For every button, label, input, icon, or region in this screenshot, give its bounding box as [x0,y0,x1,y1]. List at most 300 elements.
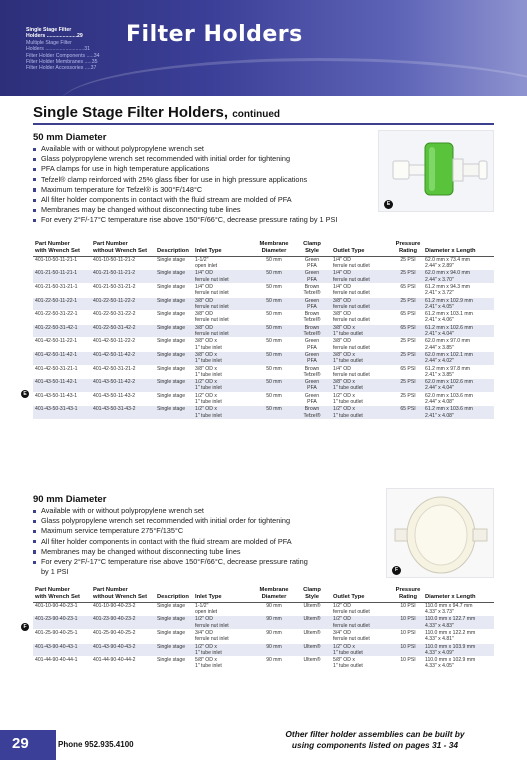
table-cell-line: Single stage [157,392,186,399]
table-cell-line: 65 PSI [400,311,416,318]
table-cell [393,324,423,338]
table-cell-line: 62.0 mm x 94.0 mm [425,270,471,277]
table-cell-line: 3/8" OD x [333,351,355,358]
table-cell-line: 3/8" OD x [333,379,355,386]
table-cell-line: Single stage [157,602,186,609]
table-cell [331,406,393,419]
table-cell-line: PFA [307,399,317,406]
column-header [423,241,494,256]
table-cell-line: Green [304,270,320,277]
product-photo-50mm [378,130,494,212]
table-cell [193,297,255,311]
table-cell [423,338,494,352]
table-cell-line: 1/2" OD x [195,392,217,399]
table-cell-line: 1" tube outlet [333,663,363,670]
table-cell-line: 2.41" x 3.72" [425,290,454,297]
table-cell [33,392,91,406]
table-cell [331,256,393,270]
table-cell-line: 1/4" OD [333,284,351,290]
table-cell [293,297,331,311]
table-cell-line: 4.33" x 3.73" [425,609,454,616]
table-cell [155,616,193,630]
column-header [193,241,255,256]
table-cell-line: 1/4" OD [195,284,213,290]
table-cell-line: 90 mm [266,643,282,650]
table-row [33,284,494,298]
table-cell-line: Ultem® [303,616,321,623]
table-cell-line: PFA [307,358,317,365]
table-cell-line: 10 PSI [400,630,416,636]
filter-holder-90mm-illustration [387,489,495,579]
table-cell-line: 401-10-90-40-23-1 [35,602,78,609]
table-cell-line: Green [304,392,320,399]
column-header-line [195,241,253,248]
table-cell-line: Brown [304,406,320,413]
column-header-line: Diameter x Length [425,594,476,601]
table-cell-line: Single stage [157,643,186,650]
table-cell [193,406,255,419]
table-cell [91,284,155,298]
table-cell [91,379,155,393]
table-cell [293,406,331,419]
table-row [33,297,494,311]
table-cell-line: 10 PSI [400,643,416,650]
table-cell-line: 1/4" OD [333,365,351,372]
table-cell-line: 62.0 mm x 97.0 mm [425,338,471,345]
table-cell [33,256,91,270]
column-header-line: with Wrench Set [35,594,80,601]
table-cell [155,630,193,644]
column-header-line: Membrane [259,587,289,593]
column-header [393,587,423,602]
table-cell-line: 401-22-50-31-22-1 [35,311,78,318]
table-cell [255,270,293,284]
bullet-item: Membranes may be changed without disconnecting tube lines [33,205,337,215]
footer-note-line-2: using components listed on pages 31 - 34 [291,740,459,750]
page-title-suffix: continued [232,109,280,120]
spec-table-50mm [33,241,494,419]
table-cell-line: 50 mm [266,365,282,372]
table-cell-line: 401-25-90-40-25-1 [35,630,78,636]
table-cell [423,643,494,657]
table-cell [293,643,331,657]
section-50-bullets [33,144,337,226]
table-cell-line: 1/2" OD x [195,643,217,650]
table-cell-line: 401-21-50-11-21-2 [93,270,136,277]
table-cell-line: ferrule nut outlet [333,290,370,297]
table-cell-line: 65 PSI [400,284,416,290]
column-header-line: with Wrench Set [35,248,80,255]
table-cell-line: Green [304,338,320,345]
table-cell [423,365,494,379]
table-cell-line: 50 mm [266,324,282,331]
table-cell [155,338,193,352]
table-row [33,392,494,406]
table-cell [91,365,155,379]
table-cell [393,392,423,406]
table-cell [255,311,293,325]
column-header [255,241,293,256]
table-cell-line: 401-21-50-11-21-1 [35,270,78,277]
table-cell [193,338,255,352]
table-cell-line: 50 mm [266,406,282,413]
bullet-item: Maximum temperature for Tefzel® is 300°F/148°C [33,185,337,195]
table-cell-line: 2.41" x 4.05" [425,303,454,310]
table-cell [393,630,423,644]
table-cell-line: 3/8" OD x [195,351,217,358]
table-cell-line: 4.33" x 4.09" [425,649,454,656]
table-cell [423,406,494,419]
column-header [193,587,255,602]
section-toc [26,27,104,72]
table-cell [293,270,331,284]
table-cell [393,616,423,630]
table-cell-line: 90 mm [266,630,282,636]
table-cell [293,338,331,352]
table-cell [293,657,331,670]
toc-item[interactable]: Filter Holder Membranes .....35 [26,59,98,66]
bullet-item: Membranes may be changed without disconnecting tube lines [33,547,308,557]
table-row [33,406,494,419]
table-cell [255,657,293,670]
bullet-item: Tefzel® clamp reinforced with 25% glass fiber for use in high pressure applications [33,175,337,185]
toc-item[interactable]: Filter Holder Accessories ....37 [26,65,97,72]
table-header-row [33,241,494,256]
table-cell [393,284,423,298]
table-cell [155,284,193,298]
table-cell [91,657,155,670]
photo-badge-f: F [392,566,401,575]
table-cell-line: 2.44" x 4.08" [425,399,454,406]
table-row [33,270,494,284]
header-swirl-decoration [60,58,527,96]
table-cell-line: Single stage [157,284,186,290]
column-header-line: Outlet Type [333,594,365,601]
table-cell [193,602,255,616]
toc-item[interactable]: Holders .....................29 [26,33,83,40]
table-cell-line: 1/4" OD [195,270,213,277]
table-cell [331,392,393,406]
table-cell-line: 3/8" OD x [195,338,217,345]
table-cell [293,379,331,393]
column-header-line [333,241,391,248]
table-cell [331,324,393,338]
table-cell-line: Brown [304,324,320,331]
toc-item[interactable]: Single Stage Filter [26,27,72,33]
table-cell-line: 50 mm [266,338,282,345]
table-cell-line: Single stage [157,379,186,386]
table-cell-line: 3/8" OD x [333,324,355,331]
table-cell-line: 62.0 mm x 102.6 mm [425,379,473,386]
table-cell-line: 401-42-50-31-21-1 [35,365,78,372]
table-cell-line: 25 PSI [400,297,416,304]
table-cell-line: 3/8" OD [195,297,213,304]
table-cell [393,270,423,284]
table-cell-line: Green [304,297,320,304]
table-cell [393,657,423,670]
table-cell-line: 61.2 mm x 103.6 mm [425,406,473,413]
column-header-line: Diameter x Length [425,248,476,255]
bullet-item: For every 2°F/-17°C temperature rise above 150°F/66°C, decrease pressure rating [33,557,308,567]
table-cell-line: ferrule nut inlet [195,317,229,324]
column-header-line: Inlet Type [195,594,222,601]
table-cell-line: 25 PSI [400,351,416,358]
table-cell-line: Single stage [157,311,186,318]
column-header [33,241,91,256]
table-cell-line: 110.0 mm x 94.7 mm [425,602,473,609]
table-cell-line: 401-44-90-40-44-2 [93,657,136,664]
table-cell-line: 110.0 mm x 102.9 mm [425,657,476,664]
table-cell-line: Brown [304,284,320,290]
table-cell [293,392,331,406]
table-cell-line: 2.41" x 3.85" [425,371,454,378]
column-header [255,587,293,602]
table-cell-line: 2.41" x 4.08" [425,412,454,419]
table-cell [393,406,423,419]
table-cell [393,351,423,365]
bullet-item: Glass polypropylene wrench set recommended with initial order for tightening [33,154,337,164]
table-cell [193,284,255,298]
table-cell [33,643,91,657]
column-header-line: Part Number [35,587,70,593]
column-header-line: without Wrench Set [93,248,147,255]
table-cell-line: 110.0 mm x 122.7 mm [425,616,476,623]
table-cell [331,643,393,657]
table-cell [91,602,155,616]
table-cell [193,643,255,657]
table-cell [155,270,193,284]
column-header-line [425,587,492,594]
header-title: Filter Holders [126,22,303,47]
toc-item[interactable]: Holders ...........................31 [26,46,91,53]
column-header-line: Outlet Type [333,248,365,255]
table-cell-line: 5/8" OD x [195,657,217,664]
table-cell-line: Single stage [157,616,186,623]
table-cell-line: 50 mm [266,297,282,304]
column-header-line: Pressure [395,241,421,247]
table-cell [255,616,293,630]
table-cell-line: 62.0 mm x 102.1 mm [425,351,473,358]
table-cell [193,311,255,325]
table-cell-line: 1/2" OD x [333,406,355,413]
table-cell [331,365,393,379]
table-cell [155,324,193,338]
table-cell-line: PFA [307,344,317,351]
table-cell-line: 61.2 mm x 97.8 mm [425,365,471,372]
table-cell-line: 1" tube outlet [333,649,363,656]
table-cell [293,256,331,270]
table-row [33,311,494,325]
bullet-item: Available with or without polypropylene wrench set [33,506,308,516]
column-header-line: without Wrench Set [93,594,147,601]
table-cell-line: 50 mm [266,392,282,399]
column-header-line: Style [305,248,319,255]
table-cell [193,657,255,670]
table-cell-line: 1" tube inlet [195,371,222,378]
column-header-line [195,587,253,594]
bullet-item: by 1 PSI [41,567,69,577]
column-header [91,241,155,256]
table-cell [423,657,494,670]
table-cell-line: 1-1/2" [195,256,209,263]
table-cell [155,657,193,670]
table-cell-line: 10 PSI [400,602,416,609]
table-cell-line: 50 mm [266,256,282,263]
table-cell-line: 401-43-50-11-42-2 [93,379,136,386]
table-cell [423,616,494,630]
spec-table-90mm [33,587,494,670]
table-cell [33,338,91,352]
table-cell [293,284,331,298]
table-cell [155,379,193,393]
column-header-line: Rating [398,248,418,255]
photo-badge-e: E [384,200,393,209]
table-cell [255,297,293,311]
table-cell [331,630,393,644]
table-cell-line: 401-43-50-11-43-2 [93,392,136,399]
table-cell [331,351,393,365]
table-cell [331,311,393,325]
table-cell-line: 401-22-50-11-22-1 [35,297,78,304]
table-cell-line: 1/2" OD [195,616,213,623]
table-cell-line: ferrule nut inlet [195,622,229,629]
table-cell [293,324,331,338]
toc-item[interactable]: Filter Holder Components .....34 [26,52,100,59]
table-cell-line: 5/8" OD x [333,657,355,664]
section-90-title: 90 mm Diameter [33,494,107,505]
table-cell-line: Tefzel® [303,371,321,378]
table-cell-line: PFA [307,303,317,310]
column-header-line: Clamp [303,587,321,593]
table-cell [423,324,494,338]
table-cell-line: Tefzel® [303,317,321,324]
toc-item[interactable]: Multiple Stage Filter [26,39,72,46]
footer-phone: Phone 952.935.4100 [58,740,134,749]
table-cell [33,657,91,670]
table-cell-line: Green [304,379,320,386]
table-cell-line: 3/8" OD x [195,365,217,372]
table-cell-line: Tefzel® [303,412,321,419]
table-cell [255,351,293,365]
table-cell-line: 2.44" x 3.85" [425,344,454,351]
column-header [33,587,91,602]
table-cell-line: 1" tube inlet [195,344,222,351]
column-header-line: Diameter [261,248,287,255]
table-cell [155,311,193,325]
table-cell-line: 3/4" OD [333,630,351,636]
table-cell-line: 401-21-50-31-21-1 [35,284,78,290]
table-cell-line: 1" tube outlet [333,358,363,365]
column-header-line: Part Number [93,241,128,247]
table-cell-line: 401-10-50-11-21-2 [93,256,136,263]
row-marker-f: F [21,623,29,631]
table-cell-line: open inlet [195,263,218,270]
bullet-item: For every 2°F/-17°C temperature rise above 150°F/66°C, decrease pressure rating by 1 PSI [33,215,337,225]
table-cell-line: Single stage [157,338,186,345]
product-photo-90mm [386,488,494,578]
table-cell [91,392,155,406]
page-header [0,0,527,96]
table-cell-line: Ultem® [303,630,321,636]
table-cell [155,297,193,311]
table-cell-line: 2.44" x 3.70" [425,276,454,283]
table-cell [255,256,293,270]
table-cell-line: 62.0 mm x 73.4 mm [425,256,471,263]
table-cell [91,406,155,419]
table-cell [423,311,494,325]
table-cell-line: Single stage [157,351,186,358]
table-cell [293,351,331,365]
table-cell-line: Tefzel® [303,331,321,338]
table-cell-line: 401-43-90-40-43-2 [93,643,136,650]
table-cell-line: 1/2" OD [333,602,351,609]
table-cell [423,297,494,311]
table-cell-line: 3/8" OD [333,338,351,345]
table-cell-line: Green [304,256,320,263]
table-cell [155,392,193,406]
table-cell-line: 50 mm [266,284,282,290]
column-header [423,587,494,602]
column-header-line: Description [157,248,189,255]
table-cell [155,365,193,379]
table-cell [155,602,193,616]
table-cell [193,351,255,365]
table-cell-line: Single stage [157,297,186,304]
table-cell-line: 401-25-90-40-25-2 [93,630,136,636]
table-cell [91,311,155,325]
table-cell-line: 1/2" OD [333,616,351,623]
table-cell-line: Green [304,351,320,358]
table-cell-line: 401-43-50-11-42-1 [35,379,78,386]
table-cell-line: ferrule nut outlet [333,371,370,378]
table-cell-line: PFA [307,263,317,270]
table-row [33,379,494,393]
table-cell-line: Ultem® [303,602,321,609]
column-header-line: Part Number [93,587,128,593]
table-cell-line: ferrule nut inlet [195,303,229,310]
table-row [33,324,494,338]
table-cell-line: Single stage [157,630,186,636]
table-cell-line: 4.33" x 4.83" [425,622,454,629]
table-cell-line: 401-22-50-31-42-2 [93,324,136,331]
column-header-line [157,587,191,594]
title-rule [33,123,494,125]
table-row [33,616,494,630]
column-header-line: Style [305,594,319,601]
bullet-item: Available with or without polypropylene wrench set [33,144,337,154]
column-header-line: Description [157,594,189,601]
column-header-line: Membrane [259,241,289,247]
table-cell-line: 110.0 mm x 122.2 mm [425,630,476,636]
table-cell [393,297,423,311]
table-cell-line: 401-43-50-31-43-2 [93,406,136,413]
table-cell [33,311,91,325]
table-cell [91,256,155,270]
page-title [33,104,280,121]
table-cell [33,351,91,365]
bullet-item: Glass polypropylene wrench set recommended with initial order for tightening [33,516,308,526]
table-cell-line: 2.44" x 4.04" [425,385,454,392]
table-cell-line: Ultem® [303,643,321,650]
table-cell-line: 4.33" x 4.81" [425,636,454,643]
table-cell-line: 25 PSI [400,379,416,386]
table-cell-line: Single stage [157,324,186,331]
table-cell [155,406,193,419]
table-cell-line: 401-23-90-40-23-2 [93,616,136,623]
table-cell-line: 61.2 mm x 94.3 mm [425,284,471,290]
table-cell-line: 3/4" OD [195,630,213,636]
column-header [331,587,393,602]
